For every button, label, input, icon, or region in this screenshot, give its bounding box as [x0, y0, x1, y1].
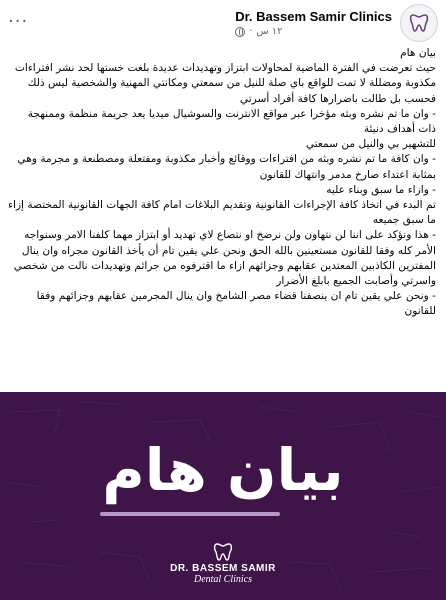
- post-meta: ١٢ س ·: [235, 26, 392, 37]
- author-name[interactable]: Dr. Bassem Samir Clinics: [235, 9, 392, 24]
- brand-logo: [0, 542, 446, 585]
- globe-icon: [235, 27, 245, 37]
- post-paragraph: - ونحن علي يقين تام ان ينصفنا قضاء مصر الشامخ وان ينال المجرمين عقابهم وجزائهم وفقا للقانون: [36, 290, 436, 318]
- tooth-icon: [211, 542, 235, 562]
- post-text: [0, 46, 446, 386]
- brand-name: DR. BASSEM SAMIR: [170, 563, 276, 574]
- post-time[interactable]: ١٢ س: [256, 26, 283, 37]
- tooth-logo-icon: [407, 11, 431, 35]
- post-paragraph: - وازاء ما سبق وبناء عليه: [326, 183, 436, 196]
- image-title: بيان هام: [102, 436, 344, 504]
- post-header: [0, 0, 446, 46]
- post-paragraph: حيث تعرضت في الفترة الماضية لمحاولات ابتزاز وتهديدات عديدة بلغت خستها لحد نشر افتراءات مكذوبة ومضللة لا تمت للواقع باي صلة للنيل من سمعتي ومكانتي المهنية والشخصية ليس ذلك فحسب بل طالت باضرارها كافة أفراد أسرتي: [14, 62, 436, 105]
- post-paragraph: - هذا ونؤكد على اننا لن نتهاون ولن نرضخ او نتصاع لاي تهديد أو ابتزاز مهما كلفنا الامر وسنواجه الأمر كله وفقا للقانون مستعينين بالله الحق ونحن علي يقين تام أن يأخذ القانون مجراه وان ينال المفترين الكاذبين المعتدين عقابهم وجزائهم ازاء ما اقترفوه من جرائم وتهديدات نالت من شخصي واسرتي وأصابت الجميع بابلغ الأضرار: [13, 229, 436, 288]
- post-heading: بيان هام: [400, 47, 436, 59]
- post-paragraph: تم البدء في اتخاذ كافة الإجراءات القانونية وتقديم البلاغات امام كافة الجهات القانونية المختصة إزاء ما سبق جميعه: [8, 199, 436, 227]
- post-image[interactable]: [0, 392, 446, 600]
- more-options-icon[interactable]: ...: [8, 6, 29, 27]
- avatar[interactable]: [400, 4, 438, 42]
- post-paragraph: - وان كافة ما تم نشره وبثه من افتراءات ووقائع وأخبار مكذوبة ومفتعلة ومصطنعة و مجرمة وهي بمثابة اعتداء صارخ مدمر وانتهاك للقانون: [17, 153, 436, 181]
- author-block: [235, 9, 392, 37]
- post-paragraph: - وان ما تم نشره وبثه مؤخرا عبر مواقع الانترنت والسوشيال ميديا يعد جريمة منظمة وممنهجة ذات أهداف دنيئة: [27, 107, 436, 136]
- image-underline: [100, 512, 280, 516]
- post-paragraph: للتشهير بي والنيل من سمعتي: [305, 138, 436, 151]
- brand-subtitle: Dental Clinics: [193, 574, 253, 585]
